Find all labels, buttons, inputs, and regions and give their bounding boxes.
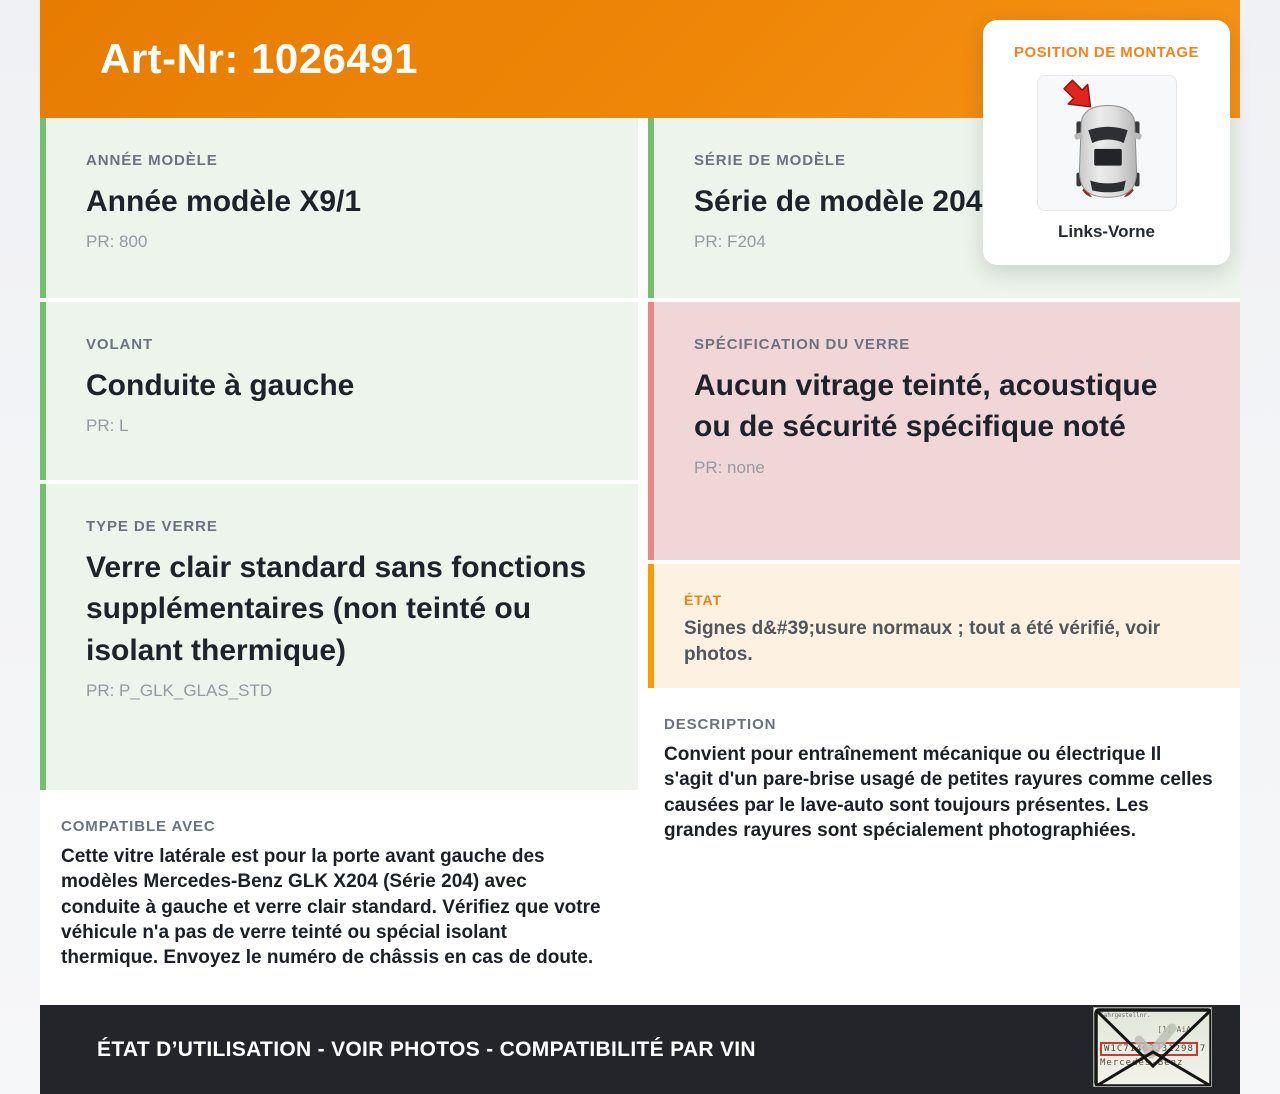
- card-glass-spec: [648, 302, 1240, 560]
- mounting-position-value: Links-Vorne: [1058, 222, 1155, 241]
- brand-text: Mercedes-Benz: [1100, 1058, 1184, 1068]
- glass-type-pr-code: PR: P_GLK_GLAS_STD: [86, 681, 273, 701]
- registration-doc-line: [1] AiA: [1157, 1025, 1191, 1034]
- car-top-view-icon: [1038, 75, 1176, 211]
- vin-suffix: 7: [1199, 1044, 1206, 1054]
- card-condition: [648, 564, 1240, 688]
- card-description: [648, 692, 1240, 1002]
- registration-doc-title: Fahrgestellnr.: [1100, 1012, 1151, 1019]
- mounting-position-card: [983, 20, 1230, 265]
- condition-label: ÉTAT: [684, 592, 722, 608]
- condition-text: Signes d&#39;usure normaux ; tout a été vérifié, voir photos.: [684, 618, 1161, 665]
- glass-spec-pr-code: PR: none: [694, 457, 765, 477]
- glass-spec-label: SPÉCIFICATION DU VERRE: [694, 336, 911, 353]
- footer-banner-text: ÉTAT D’UTILISATION - VOIR PHOTOS - COMPATIBILITÉ PAR VIN: [97, 1037, 756, 1061]
- glass-spec-value: Aucun vitrage teinté, acoustique ou de sécurité spécifique noté: [694, 369, 1158, 444]
- description-text: Convient pour entraînement mécanique ou électrique Il s'agit d'un pare-brise usagé de petites rayures comme celles causées par le lave-auto sont toujours présentes. Les grandes rayures sont spécialement photographiées.: [664, 744, 1213, 841]
- mounting-position-image-frame: [1037, 75, 1177, 211]
- description-label: DESCRIPTION: [664, 716, 777, 733]
- model-year-label: ANNÉE MODÈLE: [86, 152, 218, 169]
- article-number-title: Art-Nr: 1026491: [100, 35, 418, 82]
- steering-pr-code: PR: L: [86, 416, 129, 436]
- vin-letter-image: [1093, 1007, 1212, 1087]
- model-year-pr-code: PR: 800: [86, 232, 148, 252]
- steering-label: VOLANT: [86, 336, 154, 353]
- envelope-icon: [1094, 1008, 1212, 1087]
- compatibility-text: Cette vitre latérale est pour la porte avant gauche des modèles Mercedes-Benz GLK X204 (Série 204) avec conduite à gauche et verre clair standard. Vérifiez que votre véhicule n'a pas de verre teinté ou spécial isolant thermique. Envoyez le numéro de châssis en cas de doute.: [61, 846, 601, 969]
- mounting-position-title: POSITION DE MONTAGE: [1014, 44, 1199, 61]
- card-steering: [40, 302, 638, 480]
- glass-type-label: TYPE DE VERRE: [86, 518, 218, 535]
- card-model-year: [40, 118, 638, 298]
- model-series-pr-code: PR: F204: [694, 232, 766, 252]
- vin-highlight-box: W1C71463J31298: [1100, 1042, 1198, 1056]
- card-compatibility: [40, 794, 638, 1002]
- footer-banner: [40, 1005, 1240, 1094]
- card-glass-type: [40, 484, 638, 790]
- steering-value: Conduite à gauche: [86, 369, 355, 402]
- compatibility-label: COMPATIBLE AVEC: [61, 818, 216, 835]
- glass-type-value: Verre clair standard sans fonctions supplémentaires (non teinté ou isolant thermique): [86, 551, 587, 667]
- model-series-label: SÉRIE DE MODÈLE: [694, 152, 846, 169]
- model-series-value: Série de modèle 204: [694, 185, 983, 218]
- model-year-value: Année modèle X9/1: [86, 185, 362, 218]
